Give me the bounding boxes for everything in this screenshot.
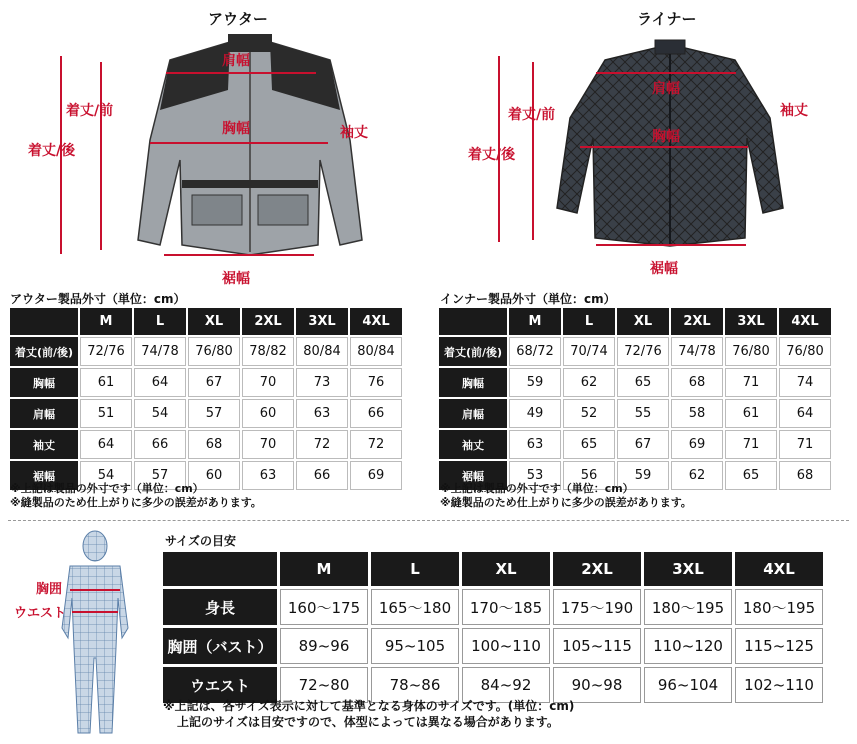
liner-title: ライナー xyxy=(637,10,697,28)
outer-cell: 66 xyxy=(350,399,402,428)
liner-table-row xyxy=(439,368,831,397)
outer-cell: 66 xyxy=(134,430,186,459)
liner-cell: 56 xyxy=(563,461,615,490)
guide-size-header: XL xyxy=(462,552,550,586)
outer-chest-line xyxy=(150,142,328,144)
outer-row-label: 着丈(前/後) xyxy=(10,337,78,366)
liner-front-length-label: 着丈/前 xyxy=(508,107,556,123)
outer-cell: 73 xyxy=(296,368,348,397)
section-divider xyxy=(8,520,849,521)
outer-cell: 74/78 xyxy=(134,337,186,366)
outer-table-row xyxy=(10,368,402,397)
guide-size-header: 2XL xyxy=(553,552,641,586)
guide-cell: 165〜180 xyxy=(371,589,459,625)
outer-row-label: 胸幅 xyxy=(10,368,78,397)
outer-cell: 78/82 xyxy=(242,337,294,366)
liner-note: ※上記は製品の外寸です（単位：cm） xyxy=(440,482,634,495)
outer-cell: 80/84 xyxy=(350,337,402,366)
liner-table-row xyxy=(439,399,831,428)
outer-cell: 80/84 xyxy=(296,337,348,366)
outer-table-row xyxy=(10,430,402,459)
liner-chest-line xyxy=(580,146,748,148)
liner-cell: 76/80 xyxy=(725,337,777,366)
liner-shoulder-line xyxy=(596,72,736,74)
guide-size-header: M xyxy=(280,552,368,586)
guide-cell: 160〜175 xyxy=(280,589,368,625)
liner-hem-line xyxy=(596,244,746,246)
guide-cell: 84~92 xyxy=(462,667,550,703)
outer-cell: 64 xyxy=(80,430,132,459)
outer-cell: 70 xyxy=(242,430,294,459)
guide-size-header: L xyxy=(371,552,459,586)
liner-row-label: 裾幅 xyxy=(439,461,507,490)
outer-cell: 67 xyxy=(188,368,240,397)
guide-note: 上記のサイズは目安ですので、体型によっては異なる場合があります。 xyxy=(177,715,559,729)
liner-cell: 71 xyxy=(725,430,777,459)
outer-size-header: M xyxy=(80,308,132,335)
outer-front-length-label: 着丈/前 xyxy=(66,103,114,119)
liner-cell: 64 xyxy=(779,399,831,428)
liner-cell: 53 xyxy=(509,461,561,490)
outer-table-row xyxy=(10,399,402,428)
outer-size-header: L xyxy=(134,308,186,335)
liner-shoulder-label: 肩幅 xyxy=(652,81,680,97)
liner-row-label: 袖丈 xyxy=(439,430,507,459)
figure-waist-label: ウエスト xyxy=(14,606,67,621)
outer-cell: 60 xyxy=(188,461,240,490)
outer-cell: 72/76 xyxy=(80,337,132,366)
liner-cell: 52 xyxy=(563,399,615,428)
outer-cell: 61 xyxy=(80,368,132,397)
outer-size-table xyxy=(8,306,404,492)
outer-cell: 76 xyxy=(350,368,402,397)
outer-hem-label: 裾幅 xyxy=(222,271,250,287)
guide-cell: 170〜185 xyxy=(462,589,550,625)
outer-cell: 70 xyxy=(242,368,294,397)
guide-cell: 95~105 xyxy=(371,628,459,664)
liner-row-label: 胸幅 xyxy=(439,368,507,397)
guide-cell: 102~110 xyxy=(735,667,823,703)
liner-note: ※縫製品のため仕上がりに多少の誤差があります。 xyxy=(440,496,692,509)
liner-cell: 67 xyxy=(617,430,669,459)
outer-cell: 72 xyxy=(296,430,348,459)
liner-cell: 58 xyxy=(671,399,723,428)
outer-row-label: 裾幅 xyxy=(10,461,78,490)
guide-row-label: 胸囲（バスト） xyxy=(163,628,277,664)
guide-cell: 105~115 xyxy=(553,628,641,664)
liner-cell: 72/76 xyxy=(617,337,669,366)
size-guide-table xyxy=(160,549,826,706)
outer-chest-label: 胸幅 xyxy=(222,121,250,137)
outer-table-row xyxy=(10,337,402,366)
liner-cell: 70/74 xyxy=(563,337,615,366)
outer-cell: 72 xyxy=(350,430,402,459)
outer-size-header: 3XL xyxy=(296,308,348,335)
liner-cell: 71 xyxy=(779,430,831,459)
figure-chest-label: 胸囲 xyxy=(36,582,63,597)
guide-cell: 180〜195 xyxy=(644,589,732,625)
liner-table-row xyxy=(439,337,831,366)
outer-cell: 76/80 xyxy=(188,337,240,366)
outer-cell: 68 xyxy=(188,430,240,459)
guide-table-row xyxy=(163,628,823,664)
liner-front-length-line xyxy=(532,62,534,240)
liner-table-caption: インナー製品外寸（単位：cm） xyxy=(440,292,616,306)
liner-notes xyxy=(440,482,692,510)
outer-table-corner xyxy=(10,308,78,335)
guide-cell: 72~80 xyxy=(280,667,368,703)
liner-size-table xyxy=(437,306,833,492)
liner-row-label: 肩幅 xyxy=(439,399,507,428)
guide-row-label: 身長 xyxy=(163,589,277,625)
liner-cell: 68/72 xyxy=(509,337,561,366)
outer-size-header: 2XL xyxy=(242,308,294,335)
liner-size-header: XL xyxy=(617,308,669,335)
liner-table-corner xyxy=(439,308,507,335)
outer-cell: 63 xyxy=(242,461,294,490)
outer-cell: 51 xyxy=(80,399,132,428)
guide-cell: 96~104 xyxy=(644,667,732,703)
liner-cell: 74 xyxy=(779,368,831,397)
liner-row-label: 着丈(前/後) xyxy=(439,337,507,366)
outer-row-label: 袖丈 xyxy=(10,430,78,459)
liner-size-header: 4XL xyxy=(779,308,831,335)
liner-cell: 65 xyxy=(725,461,777,490)
guide-cell: 90~98 xyxy=(553,667,641,703)
liner-cell: 71 xyxy=(725,368,777,397)
outer-back-length-label: 着丈/後 xyxy=(28,143,76,159)
outer-cell: 66 xyxy=(296,461,348,490)
liner-cell: 63 xyxy=(509,430,561,459)
liner-sleeve-label: 袖丈 xyxy=(780,103,808,119)
liner-cell: 65 xyxy=(563,430,615,459)
liner-cell: 62 xyxy=(671,461,723,490)
liner-cell: 76/80 xyxy=(779,337,831,366)
liner-hem-label: 裾幅 xyxy=(650,261,678,277)
liner-cell: 59 xyxy=(617,461,669,490)
liner-cell: 55 xyxy=(617,399,669,428)
outer-cell: 57 xyxy=(188,399,240,428)
liner-size-header: M xyxy=(509,308,561,335)
liner-cell: 62 xyxy=(563,368,615,397)
outer-title: アウター xyxy=(208,10,268,28)
guide-table-corner xyxy=(163,552,277,586)
liner-size-header: L xyxy=(563,308,615,335)
liner-table-row xyxy=(439,430,831,459)
outer-cell: 64 xyxy=(134,368,186,397)
outer-shoulder-line xyxy=(166,72,316,74)
outer-cell: 63 xyxy=(296,399,348,428)
outer-table-caption: アウター製品外寸（単位：cm） xyxy=(10,292,186,306)
liner-cell: 61 xyxy=(725,399,777,428)
guide-cell: 110~120 xyxy=(644,628,732,664)
guide-table-caption: サイズの目安 xyxy=(165,534,237,548)
guide-cell: 78~86 xyxy=(371,667,459,703)
liner-cell: 74/78 xyxy=(671,337,723,366)
guide-cell: 89~96 xyxy=(280,628,368,664)
liner-cell: 49 xyxy=(509,399,561,428)
outer-cell: 57 xyxy=(134,461,186,490)
outer-cell: 54 xyxy=(80,461,132,490)
outer-sleeve-label: 袖丈 xyxy=(340,125,368,141)
outer-note: ※上記は製品の外寸です（単位：cm） xyxy=(10,482,204,495)
guide-notes xyxy=(163,698,574,730)
liner-chest-label: 胸幅 xyxy=(652,129,680,145)
guide-cell: 115~125 xyxy=(735,628,823,664)
liner-cell: 65 xyxy=(617,368,669,397)
guide-cell: 175〜190 xyxy=(553,589,641,625)
liner-cell: 68 xyxy=(779,461,831,490)
guide-row-label: ウエスト xyxy=(163,667,277,703)
guide-size-header: 3XL xyxy=(644,552,732,586)
liner-back-length-label: 着丈/後 xyxy=(468,147,516,163)
liner-size-header: 3XL xyxy=(725,308,777,335)
guide-cell: 100~110 xyxy=(462,628,550,664)
outer-hem-line xyxy=(164,254,314,256)
outer-cell: 69 xyxy=(350,461,402,490)
outer-size-header: XL xyxy=(188,308,240,335)
outer-note: ※縫製品のため仕上がりに多少の誤差があります。 xyxy=(10,496,262,509)
liner-cell: 69 xyxy=(671,430,723,459)
liner-cell: 68 xyxy=(671,368,723,397)
outer-shoulder-label: 肩幅 xyxy=(222,53,250,69)
body-figure-image xyxy=(40,528,150,740)
outer-cell: 60 xyxy=(242,399,294,428)
guide-cell: 180〜195 xyxy=(735,589,823,625)
guide-note: ※上記は、各サイズ表示に対して基準となる身体のサイズです。(単位：cm) xyxy=(163,699,575,713)
liner-size-header: 2XL xyxy=(671,308,723,335)
liner-cell: 59 xyxy=(509,368,561,397)
outer-row-label: 肩幅 xyxy=(10,399,78,428)
outer-notes xyxy=(10,482,262,510)
outer-front-length-line xyxy=(100,62,102,250)
guide-table-row xyxy=(163,589,823,625)
outer-cell: 54 xyxy=(134,399,186,428)
guide-size-header: 4XL xyxy=(735,552,823,586)
outer-size-header: 4XL xyxy=(350,308,402,335)
